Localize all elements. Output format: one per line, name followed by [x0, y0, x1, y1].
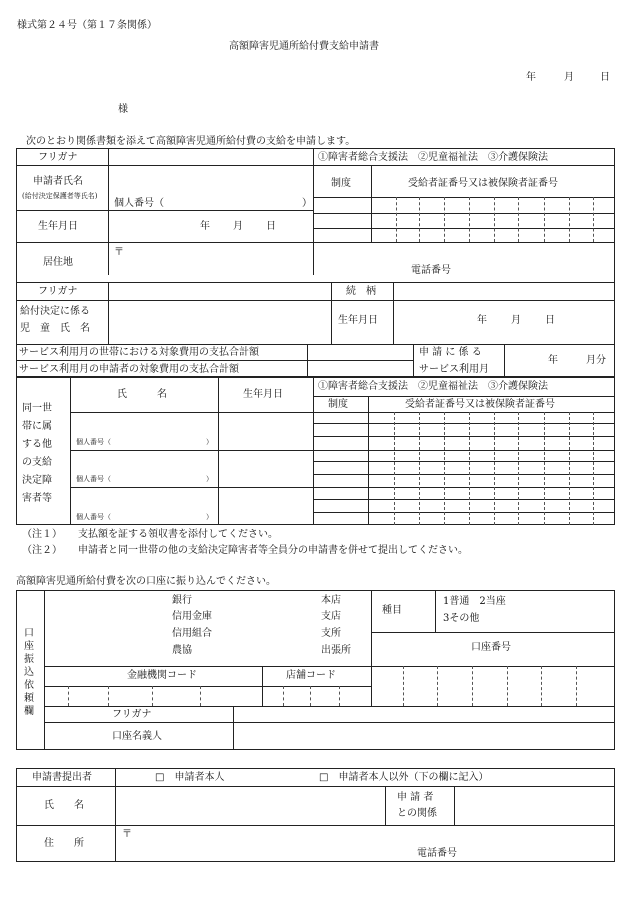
submitter-postal: 〒 — [122, 829, 132, 840]
date-year: 年 — [526, 72, 536, 83]
household-side-2: 帯に属 — [22, 421, 52, 432]
bank-side-5: 依 — [24, 680, 34, 691]
bank-intro: 高額障害児通所給付費を次の口座に振り込んでください。 — [16, 576, 276, 587]
applicant-total-label: サービス利用月の申請者の対象費用の支払合計額 — [19, 364, 239, 375]
applicant-name-sub: (給付決定保護者等氏名) — [22, 192, 98, 200]
household-personal-no-3: 個人番号（ — [76, 513, 111, 521]
inst-code-label: 金融機関コード — [127, 670, 197, 681]
household-side-4: の支給 — [22, 457, 52, 468]
child-relation-label: 続 柄 — [346, 286, 376, 297]
form-number: 様式第２４号（第１７条関係） — [17, 20, 157, 31]
household-laws: ①障害者総合支援法 ②児童福祉法 ③介護保険法 — [318, 381, 548, 392]
branch-code-label: 店舗コード — [286, 670, 336, 681]
applicant-birth-month: 月 — [233, 221, 243, 232]
applicant-birth-day: 日 — [266, 221, 276, 232]
submitter-label: 申請書提出者 — [32, 772, 92, 783]
bank-side-2: 座 — [24, 641, 34, 652]
child-birth-day: 日 — [545, 315, 555, 326]
submitter-name-label: 氏 名 — [44, 800, 84, 811]
service-month-label-1: 申 請 に 係 る — [419, 347, 482, 358]
applicant-birth-label: 生年月日 — [38, 221, 78, 232]
child-furigana-label: フリガナ — [38, 286, 78, 297]
address-label: 居住地 — [43, 257, 73, 268]
inst-type-bank: 銀行 — [172, 595, 192, 606]
page-title: 高額障害児通所給付費支給申請書 — [229, 41, 379, 52]
account-no-label: 口座番号 — [471, 642, 511, 653]
kind-label: 種目 — [382, 605, 402, 616]
service-month-suffix: 月分 — [586, 355, 606, 366]
branch-type-office: 支所 — [321, 628, 341, 639]
bank-side-7: 欄 — [24, 706, 34, 717]
submitter-relation-1: 申 請 者 — [397, 792, 434, 803]
household-side-3: する他 — [22, 439, 52, 450]
submitter-option-other[interactable]: □ 申請者本人以外（下の欄に記入） — [319, 772, 489, 783]
note-1-text: 支払額を証する領収書を添付してください。 — [78, 529, 278, 540]
household-side-5: 決定障 — [22, 475, 52, 486]
inst-type-nokyo: 農協 — [172, 645, 192, 656]
household-total-label: サービス利用月の世帯における対象費用の支払合計額 — [19, 347, 259, 358]
branch-type-head: 本店 — [321, 595, 341, 606]
applicant-laws: ①障害者総合支援法 ②児童福祉法 ③介護保険法 — [318, 152, 548, 163]
bank-side-1: 口 — [24, 628, 34, 639]
applicant-furigana-label: フリガナ — [38, 152, 78, 163]
household-birth-col: 生年月日 — [243, 389, 283, 400]
inst-type-shinkin: 信用金庫 — [172, 611, 212, 622]
household-personal-no-close-1: ） — [206, 438, 213, 446]
submitter-table — [16, 768, 615, 862]
applicant-system-label: 制度 — [331, 178, 351, 189]
child-label-2: 児 童 氏 名 — [20, 323, 90, 334]
household-personal-no-close-2: ） — [206, 475, 213, 483]
submitter-address-label: 住 所 — [44, 838, 84, 849]
household-side-1: 同一世 — [22, 403, 52, 414]
address-phone-label: 電話番号 — [411, 265, 451, 276]
household-system-label: 制度 — [328, 399, 348, 410]
inst-type-kumiai: 信用組合 — [172, 628, 212, 639]
submitter-phone-label: 電話番号 — [417, 848, 457, 859]
bank-side-6: 頼 — [24, 693, 34, 704]
household-personal-no-close-3: ） — [206, 513, 213, 521]
branch-type-branch: 支店 — [321, 611, 341, 622]
submitter-relation-2: との関係 — [397, 808, 437, 819]
child-birth-label: 生年月日 — [338, 315, 378, 326]
child-birth-month: 月 — [511, 315, 521, 326]
kind-options-1: 1普通 2当座 — [443, 596, 506, 607]
date-day: 日 — [600, 72, 610, 83]
service-month-label-2: サービス利用月 — [419, 364, 489, 375]
bank-furigana-label: フリガナ — [112, 709, 152, 720]
applicant-birth-year: 年 — [200, 221, 210, 232]
note-1-label: （注１） — [22, 529, 62, 540]
household-personal-no-2: 個人番号（ — [76, 475, 111, 483]
applicant-personal-no: 個人番号（ — [114, 198, 164, 209]
household-name-col: 氏 名 — [117, 389, 167, 400]
bank-side-4: 込 — [24, 667, 34, 678]
service-year: 年 — [548, 355, 558, 366]
household-cert-label: 受給者証番号又は被保険者証番号 — [405, 399, 555, 410]
intro-text: 次のとおり関係書類を添えて高額障害児通所給付費の支給を申請します。 — [26, 136, 356, 147]
note-2-label: （注２） — [22, 545, 62, 556]
child-birth-year: 年 — [477, 315, 487, 326]
kind-options-2: 3その他 — [443, 613, 480, 624]
submitter-option-self[interactable]: □ 申請者本人 — [155, 772, 225, 783]
applicant-cert-label: 受給者証番号又は被保険者証番号 — [408, 178, 558, 189]
note-2-text: 申請者と同一世帯の他の支給決定障害者等全員分の申請書を併せて提出してください。 — [78, 545, 468, 556]
child-label-1: 給付決定に係る — [20, 306, 90, 317]
household-side-6: 害者等 — [22, 493, 52, 504]
household-personal-no-1: 個人番号（ — [76, 438, 111, 446]
address-postal: 〒 — [114, 247, 124, 258]
applicant-personal-no-close: ） — [302, 198, 312, 209]
holder-label: 口座名義人 — [112, 731, 162, 742]
addressee-suffix: 様 — [118, 104, 128, 115]
bank-side-3: 振 — [24, 654, 34, 665]
applicant-name-label: 申請者氏名 — [33, 176, 83, 187]
branch-type-sub: 出張所 — [321, 645, 351, 656]
date-month: 月 — [564, 72, 574, 83]
